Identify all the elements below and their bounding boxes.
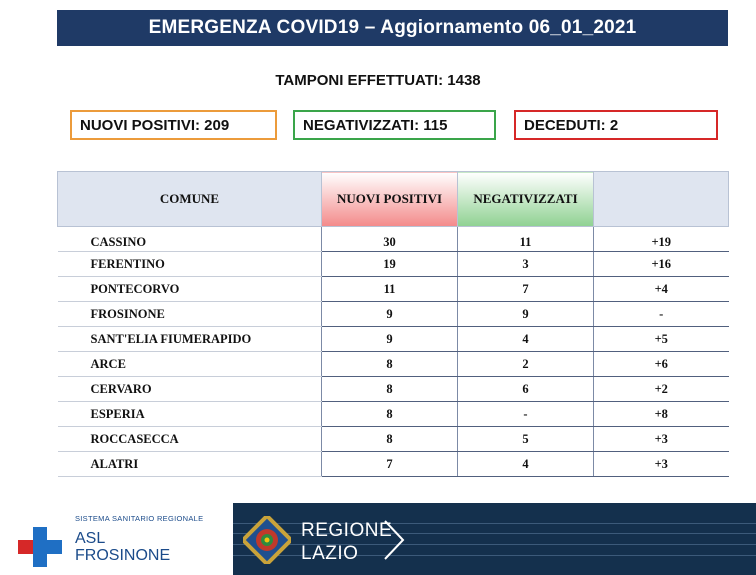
cell-difference: +19 xyxy=(594,227,729,252)
cell-difference: +3 xyxy=(594,452,729,477)
table-row xyxy=(58,227,729,252)
cell-comune: ARCE xyxy=(58,352,322,377)
cell-nuovi-positivi: 30 xyxy=(322,227,458,252)
cell-difference: +6 xyxy=(594,352,729,377)
comuni-table xyxy=(57,171,729,477)
cell-comune: ROCCASECCA xyxy=(58,427,322,452)
asl-cross-logo xyxy=(18,527,62,567)
cell-negativizzati: 6 xyxy=(458,377,594,402)
cell-nuovi-positivi: 8 xyxy=(322,402,458,427)
cell-negativizzati: 2 xyxy=(458,352,594,377)
cell-comune: FERENTINO xyxy=(58,252,322,277)
table-row xyxy=(58,252,729,277)
cell-nuovi-positivi: 8 xyxy=(322,427,458,452)
asl-name xyxy=(75,530,170,564)
cell-nuovi-positivi: 11 xyxy=(322,277,458,302)
regione-lazio-emblem xyxy=(243,516,291,564)
cell-nuovi-positivi: 19 xyxy=(322,252,458,277)
cell-difference: - xyxy=(594,302,729,327)
cell-difference: +3 xyxy=(594,427,729,452)
regione-line2: LAZIO xyxy=(301,543,359,564)
asl-line1: ASL xyxy=(75,530,106,547)
cell-comune: SANT'ELIA FIUMERAPIDO xyxy=(58,327,322,352)
cell-comune: CERVARO xyxy=(58,377,322,402)
cell-nuovi-positivi: 8 xyxy=(322,377,458,402)
cell-nuovi-positivi: 9 xyxy=(322,302,458,327)
cell-difference: +5 xyxy=(594,327,729,352)
asl-caption: SISTEMA SANITARIO REGIONALE xyxy=(75,514,204,523)
cell-nuovi-positivi: 7 xyxy=(322,452,458,477)
kpi-negativizzati: NEGATIVIZZATI: 115 xyxy=(293,110,496,140)
cell-negativizzati: 4 xyxy=(458,452,594,477)
kpi-deceduti: DECEDUTI: 2 xyxy=(514,110,718,140)
table-row xyxy=(58,402,729,427)
cell-comune: PONTECORVO xyxy=(58,277,322,302)
tamponi-total: TAMPONI EFFETTUATI: 1438 xyxy=(275,72,481,89)
report-title: EMERGENZA COVID19 – Aggiornamento 06_01_2021 xyxy=(148,17,637,38)
header-nuovi-positivi: NUOVI POSITIVI xyxy=(322,172,458,227)
cell-comune: CASSINO xyxy=(58,227,322,252)
asl-line2: FROSINONE xyxy=(75,547,171,564)
header-negativizzati: NEGATIVIZZATI xyxy=(458,172,594,227)
cell-nuovi-positivi: 8 xyxy=(322,352,458,377)
regione-lazio-name xyxy=(301,519,392,565)
header-difference xyxy=(594,172,729,227)
cell-difference: +16 xyxy=(594,252,729,277)
cell-comune: ESPERIA xyxy=(58,402,322,427)
cell-difference: +4 xyxy=(594,277,729,302)
cell-nuovi-positivi: 9 xyxy=(322,327,458,352)
table-header-row xyxy=(58,172,729,227)
header-comune: COMUNE xyxy=(58,172,322,227)
table-row xyxy=(58,352,729,377)
kpi-nuovi-positivi: NUOVI POSITIVI: 209 xyxy=(70,110,277,140)
cell-negativizzati: 4 xyxy=(458,327,594,352)
cell-comune: ALATRI xyxy=(58,452,322,477)
cell-negativizzati: 5 xyxy=(458,427,594,452)
table-row xyxy=(58,452,729,477)
cell-difference: +8 xyxy=(594,402,729,427)
cell-negativizzati: - xyxy=(458,402,594,427)
table-row xyxy=(58,327,729,352)
table-row xyxy=(58,302,729,327)
table-row xyxy=(58,277,729,302)
cell-difference: +2 xyxy=(594,377,729,402)
cell-negativizzati: 7 xyxy=(458,277,594,302)
report-title-banner xyxy=(57,10,728,46)
cell-comune: FROSINONE xyxy=(58,302,322,327)
cell-negativizzati: 9 xyxy=(458,302,594,327)
regione-lazio-footer xyxy=(233,503,756,575)
cell-negativizzati: 3 xyxy=(458,252,594,277)
regione-line1: REGIONE xyxy=(301,520,393,541)
table-row xyxy=(58,377,729,402)
cell-negativizzati: 11 xyxy=(458,227,594,252)
table-row xyxy=(58,427,729,452)
